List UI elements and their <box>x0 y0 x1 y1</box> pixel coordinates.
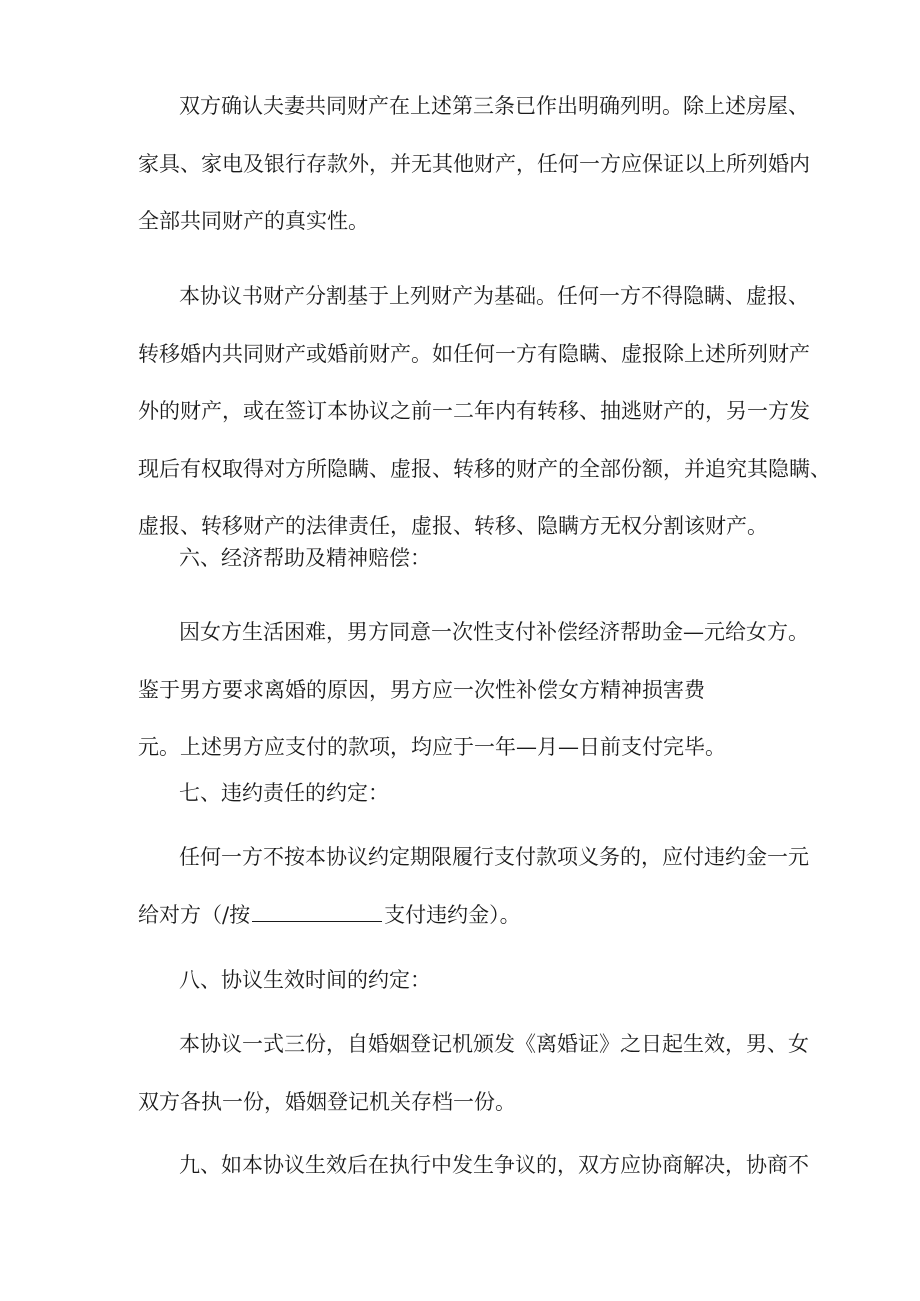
text-line: 因女方生活困难，男方同意一次性支付补偿经济帮助金—元给女方。 <box>179 620 809 644</box>
text-line: 九、如本协议生效后在执行中发生争议的，双方应协商解决，协商不 <box>179 1153 809 1177</box>
text-line: 外的财产，或在签订本协议之前一二年内有转移、抽逃财产的，另一方发 <box>138 399 810 423</box>
section-heading-financial-aid <box>138 530 798 588</box>
fill-in-blank <box>252 903 382 922</box>
paragraph-effective-terms <box>138 1016 809 1131</box>
paragraph-financial-aid-terms <box>138 604 809 777</box>
text-segment: 支付违约金）。 <box>384 902 521 927</box>
text-line <box>138 887 798 945</box>
section-heading: 六、经济帮助及精神赔偿： <box>179 546 431 570</box>
text-line: 现后有权取得对方所隐瞒、虚报、转移的财产的全部份额，并追究其隐瞒、 <box>138 456 831 481</box>
text-line: 本协议一式三份，自婚姻登记机颁发《离婚证》之日起生效，男、女 <box>179 1032 809 1056</box>
text-line: 鉴于男方要求离婚的原因，男方应一次性补偿女方精神损害费 <box>138 677 705 702</box>
text-segment: 给对方（/按 <box>138 902 251 927</box>
section-heading-effective-time <box>138 952 798 1010</box>
text-line: 转移婚内共同财产或婚前财产。如任何一方有隐瞒、虚报除上述所列财产 <box>138 341 810 366</box>
text-line: 双方确认夫妻共同财产在上述第三条已作出明确列明。除上述房屋、 <box>179 94 809 118</box>
paragraph-dispute-resolution <box>138 1137 809 1195</box>
text-line: 本协议书财产分割基于上列财产为基础。任何一方不得隐瞒、虚报、 <box>179 284 809 308</box>
text-line: 任何一方不按本协议约定期限履行支付款项义务的，应付违约金一元 <box>179 845 809 869</box>
section-heading: 八、协议生效时间的约定： <box>179 968 431 992</box>
paragraph-property-division-basis <box>138 268 831 556</box>
paragraph-breach-terms <box>138 829 809 944</box>
text-line: 虚报、转移财产的法律责任，虚报、转移、隐瞒方无权分割该财产。 <box>138 514 768 538</box>
section-heading: 七、违约责任的约定： <box>179 781 389 805</box>
paragraph-joint-property-confirmation <box>138 78 810 251</box>
section-heading-breach-liability <box>138 765 798 823</box>
text-line: 元。上述男方应支付的款项，均应于一年—月—日前支付完毕。 <box>138 735 726 759</box>
text-line: 家具、家电及银行存款外，并无其他财产，任何一方应保证以上所列婚内 <box>138 151 810 176</box>
text-line: 全部共同财产的真实性。 <box>138 209 369 233</box>
text-line: 双方各执一份，婚姻登记机关存档一份。 <box>138 1089 516 1114</box>
